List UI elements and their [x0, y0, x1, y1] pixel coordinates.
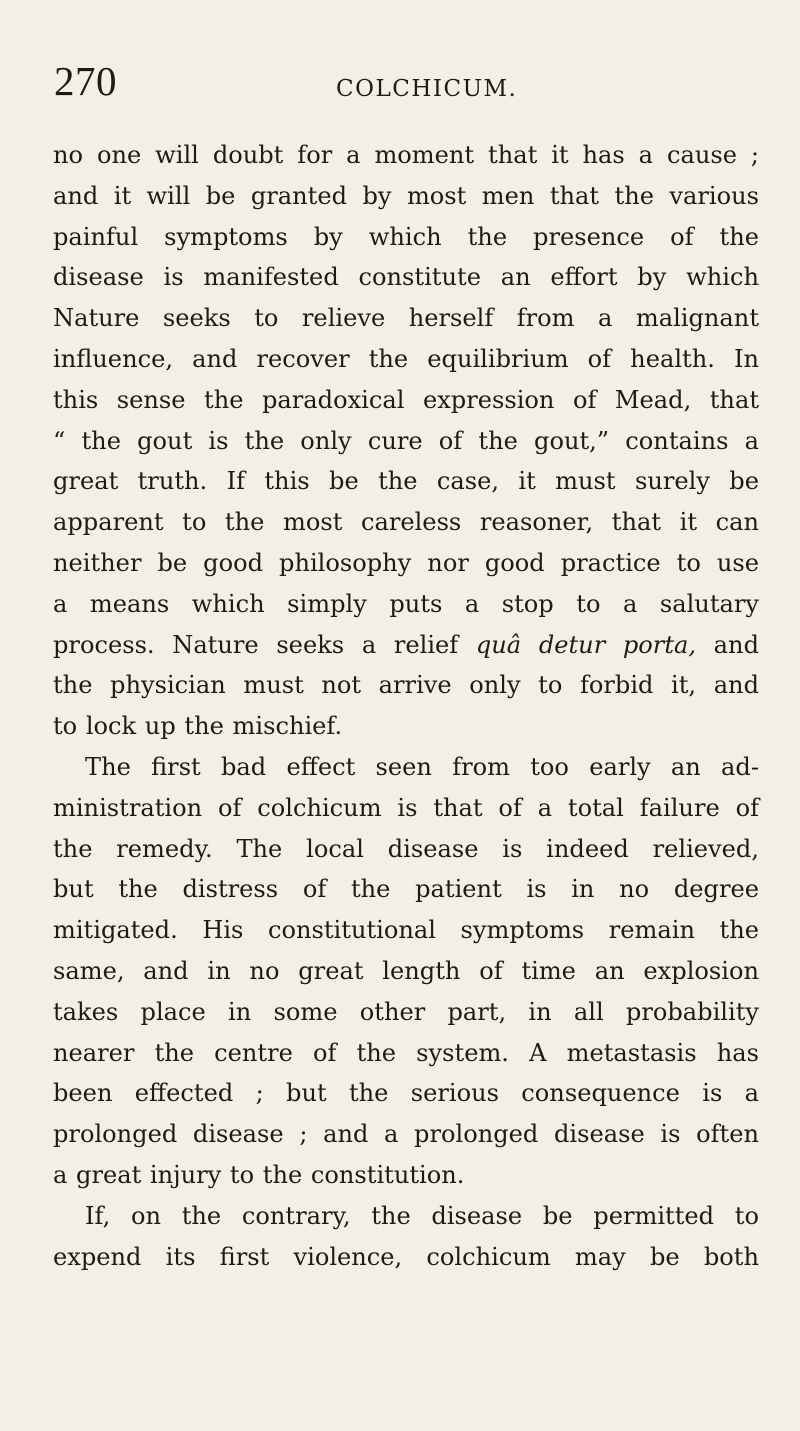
- text-line: a means which simply puts a stop to a salutary: [53, 589, 759, 618]
- body-text: [53, 135, 759, 1277]
- text-line: nearer the centre of the system. A metastasis has: [53, 1038, 759, 1067]
- running-title: COLCHICUM.: [336, 76, 518, 102]
- paragraph-start: If, on the contrary, the disease be permitted to: [85, 1201, 759, 1230]
- text-line: this sense the paradoxical expression of Mead, that: [53, 385, 759, 414]
- text-line: apparent to the most careless reasoner, that it can: [53, 508, 759, 537]
- text-line: the physician must not arrive only to forbid it, and: [53, 671, 759, 700]
- text-line: prolonged disease ; and a prolonged disease is often: [53, 1120, 759, 1149]
- text-line: disease is manifested constitute an effort by which: [53, 263, 759, 292]
- text-line: painful symptoms by which the presence of the: [53, 222, 759, 251]
- text-line: Nature seeks to relieve herself from a malignant: [53, 304, 759, 333]
- text-line: no one will doubt for a moment that it has a cause ;: [53, 141, 759, 169]
- text-line: great truth. If this be the case, it must surely be: [53, 467, 759, 496]
- text-line: ministration of colchicum is that of a total failure of: [53, 793, 759, 822]
- text-line: process. Nature seeks a relief quâ detur porta, and: [53, 630, 759, 659]
- text-line: been effected ; but the serious consequence is a: [53, 1079, 759, 1108]
- text-line: “ the gout is the only cure of the gout,” contains a: [53, 426, 759, 455]
- text-line: expend its first violence, colchicum may be both: [53, 1242, 759, 1271]
- text-line: a great injury to the constitution.: [53, 1160, 465, 1189]
- text-line: takes place in some other part, in all probability: [53, 997, 759, 1026]
- text-line: same, and in no great length of time an explosion: [53, 956, 759, 985]
- text-line: influence, and recover the equilibrium of health. In: [53, 344, 759, 373]
- latin-phrase: quâ detur porta,: [475, 630, 697, 659]
- text-line: the remedy. The local disease is indeed relieved,: [53, 834, 759, 863]
- text-line: neither be good philosophy nor good practice to use: [53, 548, 759, 577]
- text-line: and it will be granted by most men that the various: [53, 181, 759, 210]
- page-number: 270: [54, 58, 117, 104]
- paragraph-start: The first bad effect seen from too early an ad-: [85, 752, 759, 781]
- text-line: mitigated. His constitutional symptoms remain the: [53, 916, 759, 945]
- text-line: but the distress of the patient is in no degree: [53, 875, 759, 904]
- page-header: [50, 58, 750, 108]
- text-line: to lock up the mischief.: [53, 712, 343, 741]
